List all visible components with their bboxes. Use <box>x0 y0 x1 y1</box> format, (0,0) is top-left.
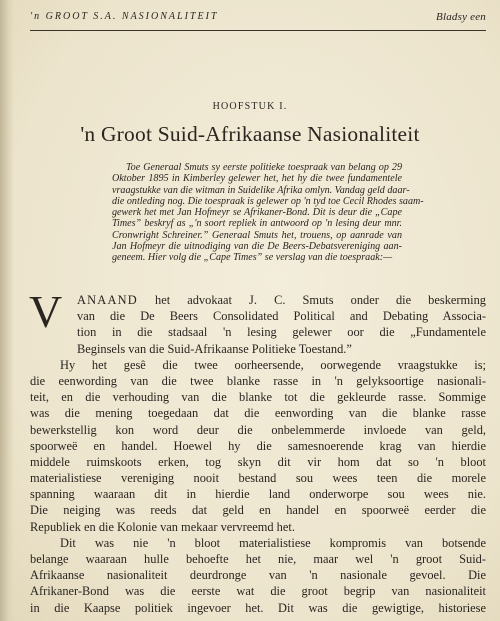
body-line: die eenwording van die twee blanke rasse in 'n gelyksoortige nasionali- <box>30 373 486 388</box>
drop-cap: V <box>29 286 63 337</box>
running-head-title: 'n GROOT S.A. NASIONALITEIT <box>30 11 219 22</box>
intro-line: die ontleding nog. Die toespraak is gelewer op 'n tyd toe Cecil Rhodes saam- <box>112 195 424 207</box>
body-line: in die Kaapse politiek ingevoer het. Dit was die gewigtige, historiese <box>30 600 486 615</box>
intro-line: gewerk het met Jan Hofmeyr se Afrikaner-Bond. Dit is deur die „Cape <box>112 207 402 219</box>
intro-line: vraagstukke van die witman in Suidelike Afrika omlyn. Vandag geld daar- <box>112 184 410 196</box>
intro-line: Jan Hofmeyr die uitnodiging van die De Beers-Debatsvereniging aan- <box>112 241 402 253</box>
body-line: Beginsels van die Suid-Afrikaanse Politieke Toestand.” <box>77 341 352 356</box>
body-line: tion in die stadsaal 'n lesing gelewer oor die „Fundamentele <box>77 325 486 340</box>
body-line: teit, en die verhouding van die blanke tot die gekleurde rasse. Sommige <box>30 390 486 405</box>
body-line: Hy het gesê die twee oorheersende, oorwegende vraagstukke is; <box>60 357 486 372</box>
body-line: middele ruimskoots erken, tog skyn dit vir hom dat so 'n bloot <box>30 454 486 469</box>
body-line: Die neiging was reeds dat geld en handel en spoorweë eerder die <box>30 503 486 518</box>
chapter-title: 'n Groot Suid-Afrikaanse Nasionaliteit <box>80 122 420 146</box>
body-line <box>30 292 486 308</box>
body-line: van die De Beers Consolidated Political and Debating Associa- <box>77 309 486 324</box>
intro-line: Cronwright Schreiner.” Generaal Smuts het, trouens, op aanrade van <box>112 229 402 241</box>
body-line: Afrikaanse nasionaliteit deurdronge van 'n nasionale gevoel. Die <box>30 568 486 583</box>
first-word: ANAAND <box>77 293 138 307</box>
body-line: Republiek en die Kolonie van mekaar vervreemd het. <box>30 519 295 534</box>
intro-line: Toe Generaal Smuts sy eerste politieke toespraak van belang op 29 <box>126 162 402 173</box>
body-line: Dit was nie 'n bloot materialistiese kompromis van botsende <box>60 535 486 550</box>
intro-line: geneem. Hier volg die „Cape Times” se verslag van die toespraak:— <box>112 252 393 264</box>
body-line: bewerkstellig kon word deur die onbelemmerde invloede van geld, <box>30 422 486 437</box>
intro-line: Times” beskryf as „'n soort repliek in antwoord op 'n lesing deur mnr. <box>112 218 402 230</box>
header-rule <box>30 30 486 31</box>
running-head <box>30 11 486 27</box>
page-gutter-shadow <box>0 0 14 621</box>
intro-line: Oktober 1895 in Kimberley gelewer het, het hy die twee fundamentele <box>112 173 402 185</box>
body-line: materialistiese vereniging nooit bestand sou wees teen die morele <box>30 471 486 486</box>
running-head-page: Bladsy een <box>436 11 486 23</box>
first-line-rest: het advokaat J. C. Smuts onder die beskerming <box>155 293 486 307</box>
chapter-label: HOOFSTUK I. <box>212 101 288 112</box>
body-text <box>29 286 486 616</box>
body-line: belange waaraan hulle behoefte het nie, maar wel 'n groot Suid- <box>30 552 486 566</box>
body-line: spoorweë en handel. Hoewel hy die samesnoerende krag van hierdie <box>30 438 486 453</box>
body-line: was die mening toegedaan dat die eenwording van die blanke rasse <box>30 406 486 421</box>
intro-paragraph <box>112 162 424 264</box>
body-line: Afrikaner-Bond was die eerste wat die groot begrip van nasionaliteit <box>30 584 486 599</box>
body-line: spanning waaraan dit in hierdie land onderworpe sou wees nie. <box>30 487 486 502</box>
